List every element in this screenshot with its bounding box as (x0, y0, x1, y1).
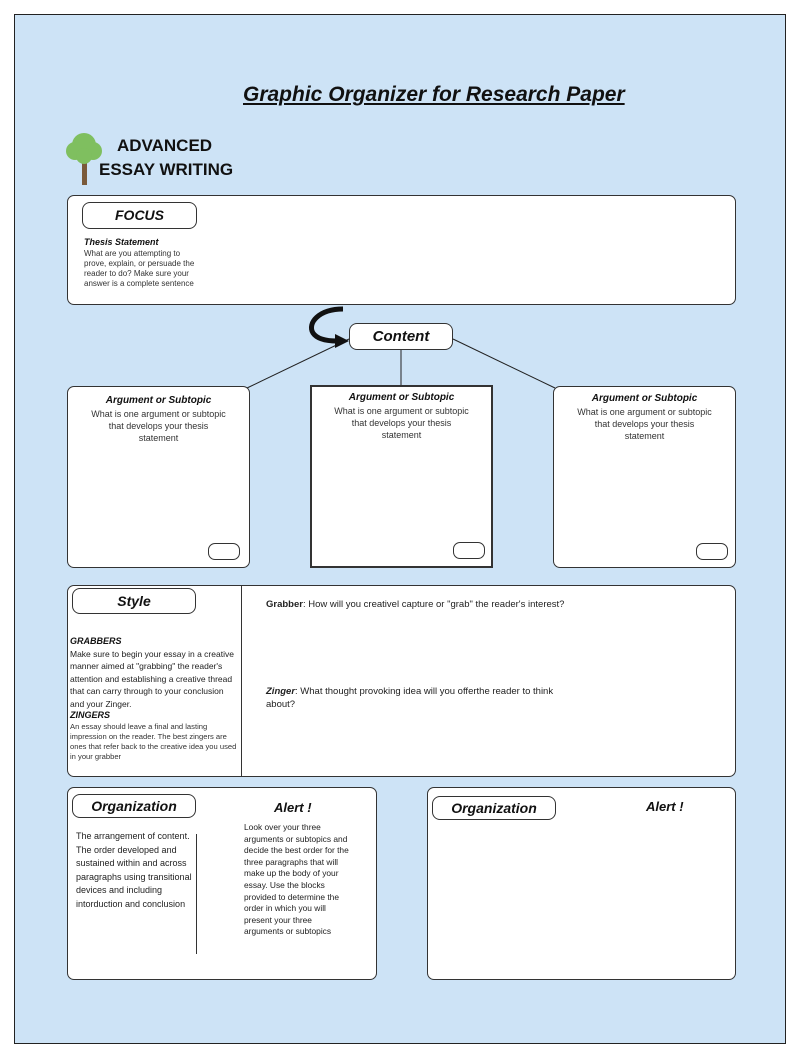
worksheet-page (14, 14, 786, 1044)
zinger-question-text: : What thought provoking idea will you offerthe reader to think about? (266, 686, 554, 710)
organization-alert-text: Look over your three arguments or subtopics and decide the best order for the three paragraphs that will make up the body of your essay. Use the blocks provided to determine the order in which you will present your three arguments or subtopics (244, 822, 349, 937)
organization-right-label: Organization (432, 796, 556, 820)
argument-2-prompt: What is one argument or subtopic that develops your thesis statement (334, 406, 469, 440)
grabbers-text: Make sure to begin your essay in a creative manner aimed at "grabbing" the reader's attention and establishing a creative thread that can carry through to your conclusion and your Zinger. (70, 649, 234, 709)
argument-3-order-badge[interactable] (696, 543, 728, 560)
organization-box-left[interactable] (67, 787, 377, 980)
argument-3-header (562, 393, 727, 442)
curved-arrow-icon (305, 305, 355, 353)
logo-line-2: ESSAY WRITING (99, 160, 234, 179)
organization-divider (196, 834, 197, 954)
argument-1-prompt: What is one argument or subtopic that develops your thesis statement (91, 409, 226, 443)
content-label: Content (349, 323, 453, 350)
argument-2-title: Argument or Subtopic (348, 392, 455, 403)
argument-2-header (319, 392, 484, 441)
argument-3-prompt: What is one argument or subtopic that develops your thesis statement (577, 407, 712, 441)
zinger-question (266, 685, 566, 711)
organization-left-label: Organization (72, 794, 196, 818)
focus-label: FOCUS (82, 202, 197, 229)
argument-box-3[interactable] (553, 386, 736, 568)
grabber-question (266, 598, 686, 611)
style-info-panel (68, 586, 242, 776)
argument-box-1[interactable] (67, 386, 250, 568)
logo-line-1: ADVANCED (117, 136, 213, 155)
zinger-label: Zinger (266, 686, 296, 697)
page-title: Graphic Organizer for Research Paper (243, 83, 625, 106)
style-box[interactable] (67, 585, 736, 777)
thesis-prompt: What are you attempting to prove, explain, or persuade the reader to do? Make sure your answer is a complete sentence (84, 249, 195, 288)
zingers-heading: ZINGERS (70, 710, 111, 720)
grabber-label: Grabber (266, 599, 303, 610)
organization-box-right[interactable] (427, 787, 736, 980)
organization-definition: The arrangement of content. The order developed and sustained within and across paragraphs using transitional devices and including intorduction and conclusion (76, 831, 192, 909)
argument-3-title: Argument or Subtopic (591, 393, 698, 404)
argument-1-title: Argument or Subtopic (105, 395, 212, 406)
zingers-text: An essay should leave a final and lasting impression on the reader. The best zingers are ones that refer back to the creative idea you used in your grabber (70, 722, 237, 761)
thesis-heading: Thesis Statement (84, 237, 159, 247)
grabber-question-text: : How will you creativel capture or "grab" the reader's interest? (302, 599, 565, 610)
argument-1-order-badge[interactable] (208, 543, 240, 560)
grabbers-heading: GRABBERS (70, 636, 122, 646)
style-label: Style (72, 588, 196, 614)
argument-2-order-badge[interactable] (453, 542, 485, 559)
organization-right-alert: Alert ! (646, 799, 684, 814)
argument-box-2[interactable] (310, 385, 493, 568)
organization-left-alert: Alert ! (274, 800, 312, 815)
argument-1-header (76, 395, 241, 444)
